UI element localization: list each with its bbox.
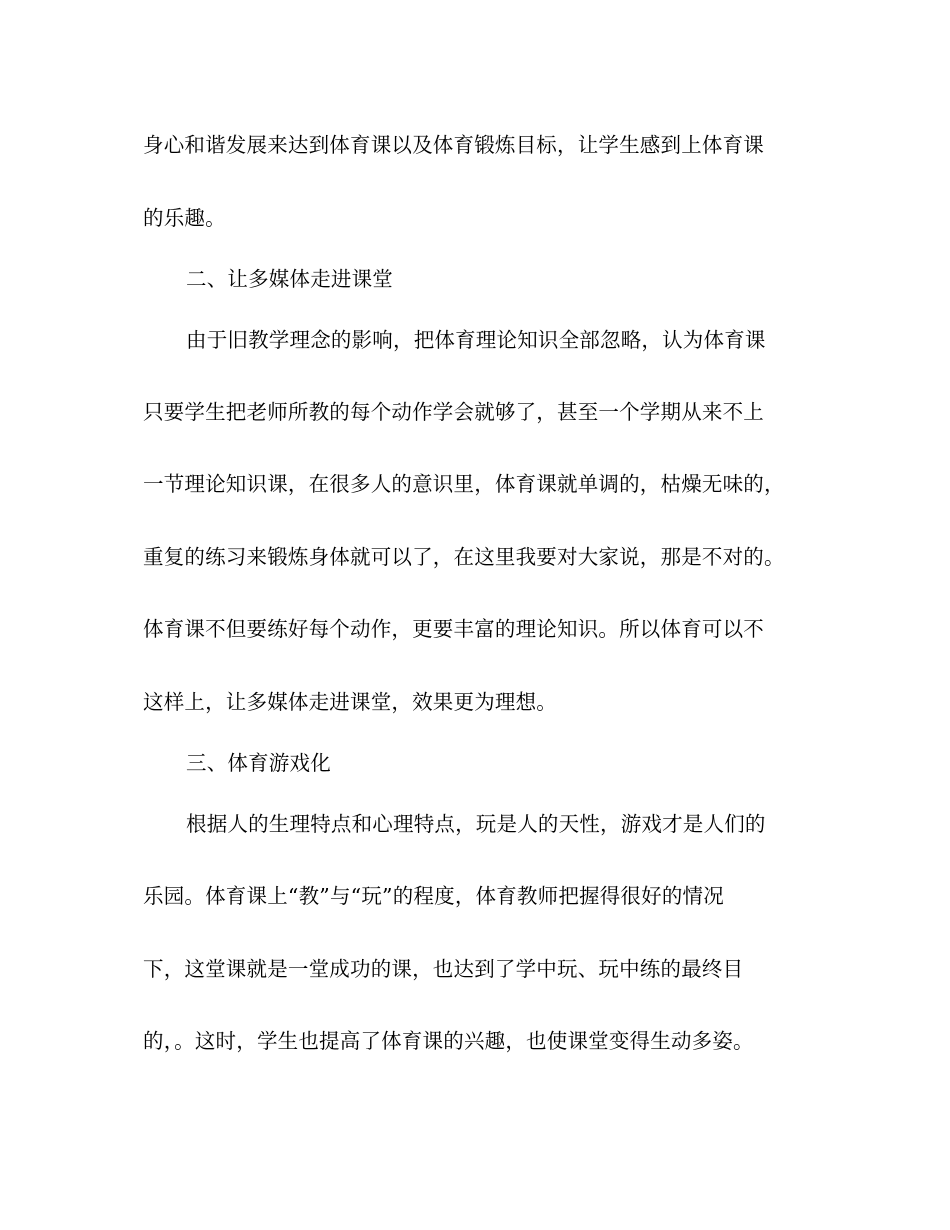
paragraph-line: 乐园。体育课上“教”与“玩”的程度，体育教师把握得很好的情况 (143, 884, 724, 908)
paragraph-line: 这样上，让多媒体走进课堂，效果更为理想。 (143, 690, 557, 714)
paragraph-line: 重复的练习来锻炼身体就可以了，在这里我要对大家说，那是不对的。 (143, 545, 785, 569)
paragraph-line: 的，。这时，学生也提高了体育课的兴趣，也使课堂变得生动多姿。 (143, 1029, 754, 1053)
paragraph-line: 身心和谐发展来达到体育课以及体育锻炼目标，让学生感到上体育课 (143, 133, 764, 157)
paragraph-line: 下，这堂课就是一堂成功的课，也达到了学中玩、玩中练的最终目 (143, 957, 744, 981)
paragraph-line: 一节理论知识课，在很多人的意识里，体育课就单调的，枯燥无味的， (143, 472, 785, 496)
paragraph-line: 由于旧教学理念的影响，把体育理论知识全部忽略，认为体育课 (186, 328, 766, 352)
section-heading: 二、让多媒体走进课堂 (186, 267, 393, 291)
section-heading: 三、体育游戏化 (186, 751, 331, 775)
paragraph-line: 根据人的生理特点和心理特点，玩是人的天性，游戏才是人们的 (186, 812, 766, 836)
paragraph-line: 体育课不但要练好每个动作，更要丰富的理论知识。所以体育可以不 (143, 617, 764, 641)
paragraph-line: 只要学生把老师所教的每个动作学会就够了，甚至一个学期从来不上 (143, 400, 764, 424)
paragraph-line: 的乐趣。 (143, 206, 226, 230)
